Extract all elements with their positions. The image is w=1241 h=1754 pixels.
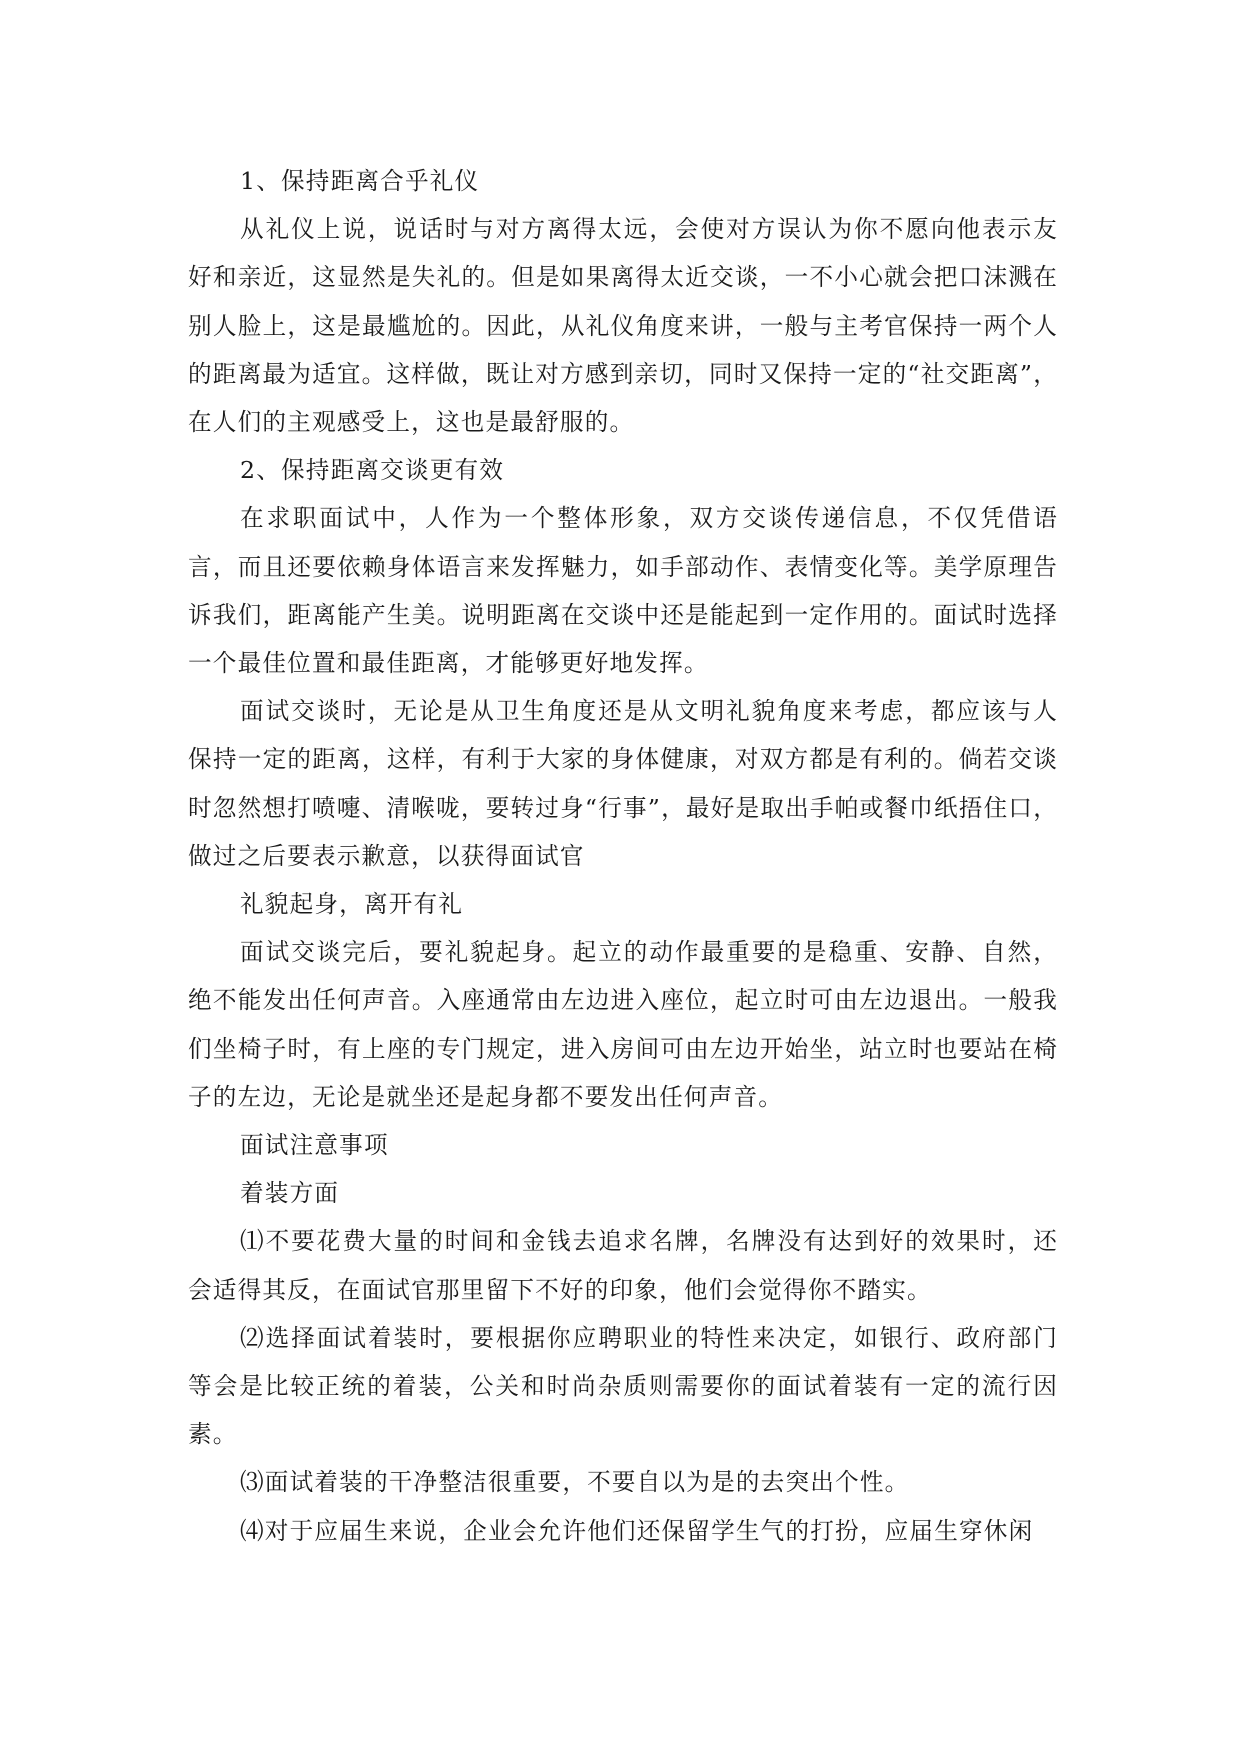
list-item-attire-3: ⑶面试着装的干净整洁很重要，不要自以为是的去突出个性。 bbox=[240, 1468, 910, 1497]
subsection-heading-attire: 着装方面 bbox=[240, 1179, 340, 1208]
section-heading-interview-notes: 面试注意事项 bbox=[240, 1131, 389, 1160]
list-item-attire-2: ⑵选择面试着装时，要根据你应聘职业的特性来决定，如银行、政府部门等会是比较正统的着装，公关和时尚杂质则需要你的面试着装有一定的流行因素。 bbox=[188, 1323, 1058, 1449]
list-item-attire-1: ⑴不要花费大量的时间和金钱去追求名牌，名牌没有达到好的效果时，还会适得其反，在面试官那里留下不好的印象，他们会觉得你不踏实。 bbox=[188, 1227, 1058, 1304]
paragraph-hygiene-distance: 面试交谈时，无论是从卫生角度还是从文明礼貌角度来考虑，都应该与人保持一定的距离，这样，有利于大家的身体健康，对双方都是有利的。倘若交谈时忽然想打喷嚏、清喉咙，要转过身“行事”，最好是取出手帕或餐巾纸捂住口，做过之后要表示歉意，以获得面试官 bbox=[188, 697, 1058, 870]
section-heading-effective-conversation: 2、保持距离交谈更有效 bbox=[240, 456, 505, 485]
paragraph-body-language: 在求职面试中，人作为一个整体形象，双方交谈传递信息，不仅凭借语言，而且还要依赖身体语言来发挥魅力，如手部动作、表情变化等。美学原理告诉我们，距离能产生美。说明距离在交谈中还是能起到一定作用的。面试时选择一个最佳位置和最佳距离，才能够更好地发挥。 bbox=[188, 504, 1058, 677]
list-item-attire-4: ⑷对于应届生来说，企业会允许他们还保留学生气的打扮，应届生穿休闲 bbox=[240, 1516, 1034, 1545]
paragraph-rising-politely: 面试交谈完后，要礼貌起身。起立的动作最重要的是稳重、安静、自然，绝不能发出任何声音。入座通常由左边进入座位，起立时可由左边退出。一般我们坐椅子时，有上座的专门规定，进入房间可由左边开始坐，站立时也要站在椅子的左边，无论是就坐还是起身都不要发出任何声音。 bbox=[188, 938, 1058, 1111]
section-heading-polite-departure: 礼貌起身，离开有礼 bbox=[240, 890, 464, 919]
document-body bbox=[188, 157, 1058, 1555]
section-heading-keep-distance-etiquette: 1、保持距离合乎礼仪 bbox=[240, 167, 480, 195]
paragraph-etiquette-distance: 从礼仪上说，说话时与对方离得太远，会使对方误认为你不愿向他表示友好和亲近，这显然是失礼的。但是如果离得太近交谈，一不小心就会把口沫溅在别人脸上，这是最尴尬的。因此，从礼仪角度来讲，一般与主考官保持一两个人的距离最为适宜。这样做，既让对方感到亲切，同时又保持一定的“社交距离”，在人们的主观感受上，这也是最舒服的。 bbox=[188, 215, 1058, 436]
